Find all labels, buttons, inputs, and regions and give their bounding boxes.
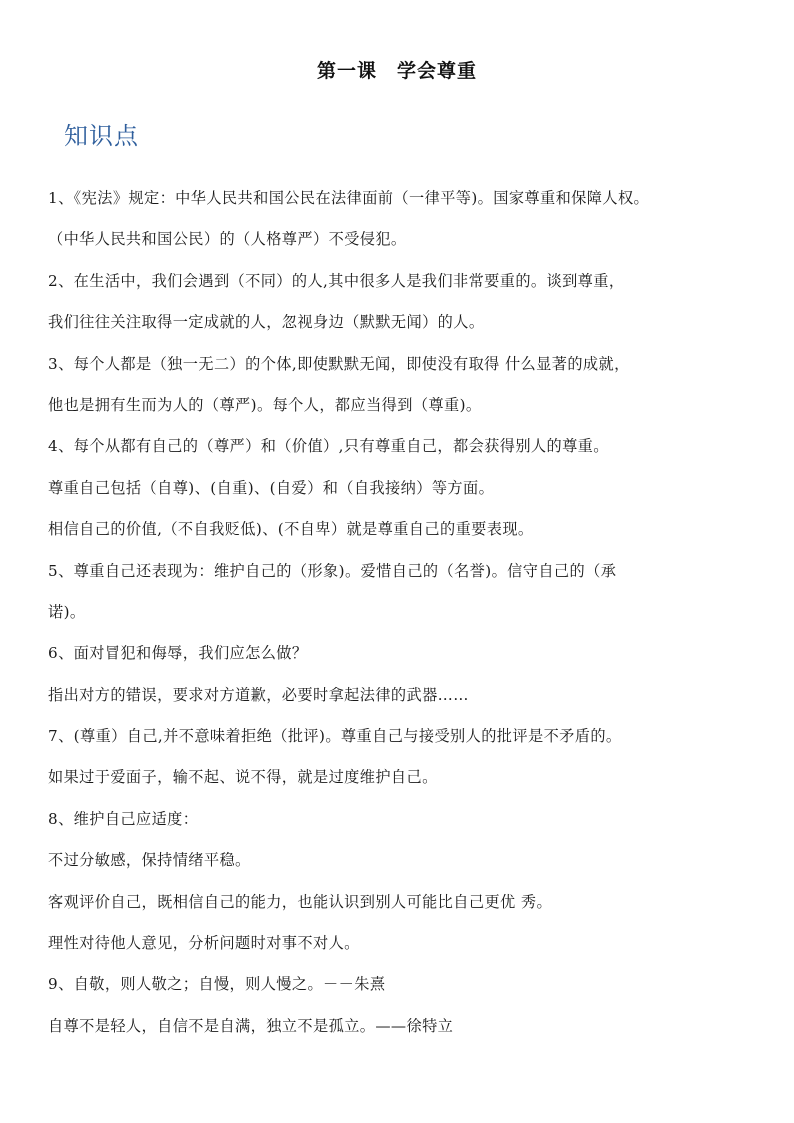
text-line: 3、每个人都是（独一无二）的个体,即使默默无闻，即使没有取得 什么显著的成就， [48, 354, 630, 373]
text-line: 相信自己的价值,（不自我贬低)、(不自卑）就是尊重自己的重要表现。 [48, 520, 534, 539]
text-line: 客观评价自己，既相信自己的能力，也能认识到别人可能比自己更优 秀。 [48, 892, 553, 911]
text-line: 理性对待他人意见，分析问题时对事不对人。 [48, 934, 360, 953]
text-line: 不过分敏感，保持情绪平稳。 [48, 851, 251, 870]
page-title: 第一课 学会尊重 [316, 60, 477, 82]
text-line: 自尊不是轻人，自信不是自满，独立不是孤立。——徐特立 [48, 1016, 454, 1035]
text-line: 4、每个从都有自己的（尊严）和（价值）,只有尊重自己，都会获得别人的尊重。 [48, 437, 609, 456]
text-line: 6、面对冒犯和侮辱，我们应怎么做？ [48, 644, 308, 663]
text-line: 1、《宪法》规定：中华人民共和国公民在法律面前（一律平等)。国家尊重和保障人权。 [48, 189, 650, 207]
content-body [48, 178, 772, 1047]
text-line: 尊重自己包括（自尊)、(自重)、(自爱）和（自我接纳）等方面。 [48, 478, 495, 497]
text-line: 7、(尊重）自己,并不意味着拒绝（批评)。尊重自己与接受别人的批评是不矛盾的。 [48, 727, 622, 746]
section-heading: 知识点 [64, 122, 139, 150]
text-line: 他也是拥有生而为人的（尊严)。每个人，都应当得到（尊重)。 [48, 395, 482, 414]
text-line: 如果过于爱面子，输不起、说不得，就是过度维护自己。 [48, 768, 438, 787]
text-line: 指出对方的错误，要求对方道歉，必要时拿起法律的武器…… [48, 685, 469, 704]
text-line: 诺)。 [48, 602, 86, 621]
text-line: （中华人民共和国公民）的（人格尊严）不受侵犯。 [48, 230, 407, 249]
text-line: 5、尊重自己还表现为：维护自己的（形象)。爱惜自己的（名誉)。信守自己的（承 [48, 561, 617, 580]
text-line: 8、维护自己应适度： [48, 809, 199, 828]
text-line: 2、在生活中，我们会遇到（不同）的人,其中很多人是我们非常要重的。谈到尊重， [48, 271, 625, 290]
text-line: 我们往往关注取得一定成就的人，忽视身边（默默无闻）的人。 [48, 313, 485, 332]
text-line: 9、自敬，则人敬之；自慢，则人慢之。－－朱熹 [48, 975, 386, 994]
